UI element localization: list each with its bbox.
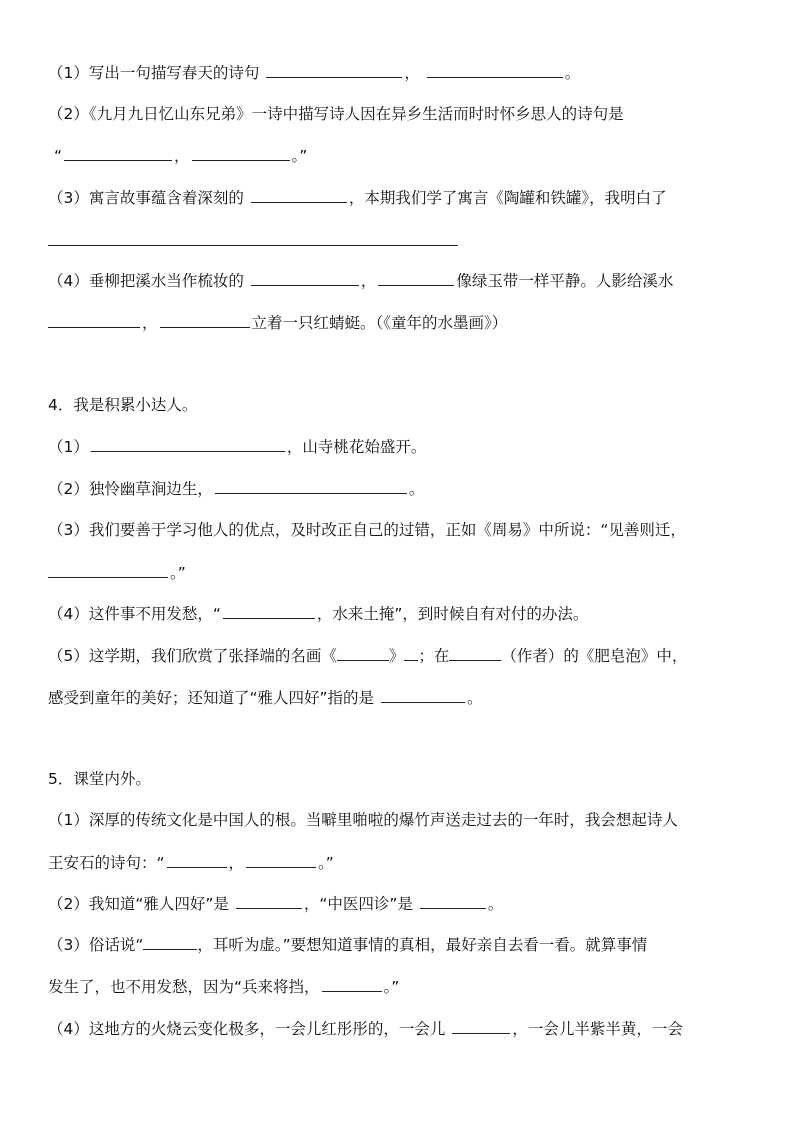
answer-blank[interactable] — [48, 560, 168, 578]
q4-item1-text: ，山寺桃花始盛开。 — [286, 438, 427, 456]
answer-blank[interactable] — [427, 60, 563, 78]
answer-blank[interactable] — [91, 434, 285, 452]
q4-item5-text: （5）这学期，我们欣赏了张择端的名画 — [48, 647, 322, 665]
q4-item4-text: （4）这件事不用发愁，“ — [48, 605, 221, 623]
comma: ， — [228, 854, 245, 872]
answer-blank[interactable] — [404, 643, 418, 661]
q4-item2-text: （2）独怜幽草涧边生， — [48, 480, 213, 498]
q5-item1-text: （1）深厚的传统文化是中国人的根。当噼里啪啦的爆竹声送走过去的一年时，我会想起诗人 — [48, 811, 678, 829]
q4-item5-text-2: ；在 — [418, 647, 450, 665]
answer-blank[interactable] — [381, 685, 465, 703]
period: 。 — [564, 64, 581, 82]
q5-item4 — [48, 1016, 760, 1040]
answer-blank[interactable] — [160, 310, 250, 328]
answer-blank[interactable] — [337, 643, 389, 661]
answer-blank[interactable] — [266, 60, 402, 78]
answer-blank[interactable] — [449, 643, 501, 661]
period: 。 — [487, 895, 504, 913]
q5-item3-text-2: ，耳听为虚。”要想知道事情的真相，最好亲自去看一看。就算事情 — [197, 936, 648, 954]
q4-item3-text: （3）我们要善于学习他人的优点，及时改正自己的过错，正如《周易》中所说：“见善则迁， — [48, 521, 686, 539]
q4-item4-text-2: ，水来土掩”，到时候自有对付的办法。 — [316, 605, 589, 623]
q5-item1-line2 — [48, 850, 760, 874]
q3-item3 — [48, 185, 760, 209]
q5-title: 5．课堂内外。 — [48, 770, 151, 788]
q3-item4-text-3: 立着一只红蜻蜓。（《童年的水墨画》） — [251, 314, 508, 332]
q4-item1-label: （1） — [48, 438, 89, 456]
q4-item3 — [48, 518, 760, 542]
q4-item5-line2 — [48, 685, 760, 709]
answer-blank[interactable] — [48, 310, 140, 328]
q3-item1 — [48, 60, 760, 84]
q3-item4-text-2: 像绿玉带一样平静。人影给溪水 — [456, 272, 674, 290]
answer-blank[interactable] — [322, 974, 382, 992]
book-mark-open: 《 — [321, 647, 337, 665]
answer-blank[interactable] — [378, 268, 454, 286]
comma: ， — [404, 64, 420, 82]
q5-item3 — [48, 932, 760, 956]
quote-close: 。” — [383, 978, 400, 996]
quote-close: 。” — [291, 147, 308, 165]
answer-blank[interactable] — [192, 143, 290, 161]
q4-item1 — [48, 434, 760, 458]
q3-item2-answer — [54, 143, 760, 167]
quote-open: “ — [54, 147, 63, 165]
q5-item2-text-2: ，“中医四诊”是 — [303, 895, 413, 913]
answer-blank[interactable] — [64, 143, 172, 161]
q5-item2-text: （2）我知道“雅人四好”是 — [48, 895, 229, 913]
q3-item3-text: （3）寓言故事蕴含着深刻的 — [48, 189, 244, 207]
q4-item3-answer — [48, 560, 760, 584]
answer-blank[interactable] — [215, 476, 407, 494]
q4-item2 — [48, 476, 760, 500]
q4-item4 — [48, 601, 760, 625]
answer-blank[interactable] — [251, 268, 359, 286]
comma: ， — [360, 272, 377, 290]
q4-item5 — [48, 643, 760, 667]
answer-blank[interactable] — [420, 891, 486, 909]
q4-item5-text-3: （作者）的《肥皂泡》中， — [501, 647, 688, 665]
quote-close: 。” — [170, 564, 186, 582]
comma: ， — [142, 314, 158, 332]
q3-item2 — [48, 102, 760, 126]
q3-item1-text: （1）写出一句描写春天的诗句 — [48, 64, 260, 82]
book-mark-close: 》 — [388, 647, 405, 665]
q3-item4-line2 — [48, 310, 760, 334]
q5-item3-text: （3）俗话说“ — [48, 936, 144, 954]
q5-item4-text-2: ，一会儿半紫半黄，一会 — [512, 1020, 683, 1038]
q5-item2 — [48, 891, 760, 915]
q3-item2-text: （2）《九月九日忆山东兄弟》一诗中描写诗人因在异乡生活而时时怀乡思人的诗句是 — [48, 105, 624, 123]
q5-item1-text-2: 王安石的诗句：“ — [48, 854, 165, 872]
answer-blank[interactable] — [246, 850, 316, 868]
answer-blank[interactable] — [223, 601, 315, 619]
answer-blank[interactable] — [143, 932, 197, 950]
q5-item3-line2 — [48, 974, 760, 998]
q3-item4-text: （4）垂柳把溪水当作梳妆的 — [48, 272, 244, 290]
answer-blank[interactable] — [48, 228, 458, 246]
q3-item4 — [48, 268, 760, 292]
answer-blank[interactable] — [236, 891, 302, 909]
q5-item4-text: （4）这地方的火烧云变化极多，一会儿红彤彤的，一会儿 — [48, 1020, 446, 1038]
q5-item3-text-3: 发生了，也不用发愁，因为“兵来将挡， — [48, 978, 320, 996]
q4-title: 4．我是积累小达人。 — [48, 396, 198, 414]
q3-item3-answer — [48, 228, 760, 252]
period: 。 — [408, 480, 425, 498]
answer-blank[interactable] — [452, 1016, 510, 1034]
answer-blank[interactable] — [251, 185, 347, 203]
comma: ， — [174, 147, 190, 165]
q4-item5-text-4: 感受到童年的美好；还知道了“雅人四好”指的是 — [48, 689, 375, 707]
quote-close: 。” — [318, 854, 334, 872]
answer-blank[interactable] — [167, 850, 227, 868]
period: 。 — [467, 689, 483, 707]
q5-item1 — [48, 808, 760, 832]
q3-item3-text-2: ，本期我们学了寓言《陶罐和铁罐》，我明白了 — [348, 189, 667, 207]
